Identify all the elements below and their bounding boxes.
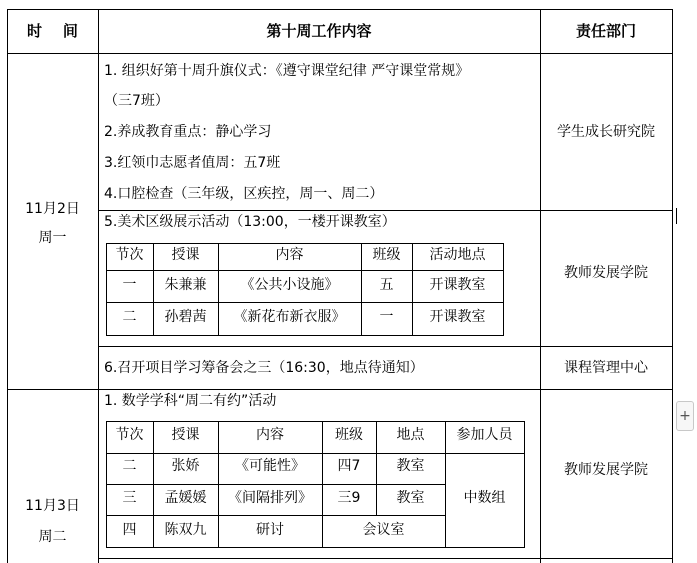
day1-item-2: 2.养成教育重点：静心学习	[104, 124, 272, 140]
day1-item-3: 3.红领巾志愿者值周：五7班	[104, 155, 281, 171]
day1-item-1-cont: （三7班）	[104, 93, 169, 109]
art-cell: 开课教室	[429, 277, 486, 293]
subtable-line	[106, 270, 504, 271]
art-cell: 五	[379, 277, 394, 293]
math-cell: 三	[122, 490, 137, 506]
subtable-line	[106, 453, 525, 454]
header-dept: 责任部门	[575, 22, 636, 40]
art-cell: 一	[122, 277, 137, 293]
add-row-button[interactable]: +	[676, 401, 694, 431]
math-cell: 教室	[396, 490, 425, 506]
day2-date: 11月3日	[25, 498, 80, 514]
grid-line	[540, 9, 541, 563]
math-attendees: 中数组	[463, 490, 506, 506]
math-cell: 孟媛媛	[164, 490, 207, 506]
subtable-line	[106, 547, 525, 548]
art-th-period: 节次	[115, 247, 144, 263]
grid-line	[98, 346, 673, 347]
art-cell: 朱兼兼	[164, 277, 207, 293]
art-cell: 开课教室	[429, 309, 486, 325]
header-time: 时 间	[27, 22, 78, 40]
art-cell: 一	[379, 309, 394, 325]
day1-item-6: 6.召开项目学习筹备会之三（16:30，地点待通知）	[104, 360, 424, 376]
day1-date: 11月2日	[25, 201, 80, 217]
math-cell: 研讨	[256, 522, 284, 538]
math-cell: 三9	[337, 490, 361, 506]
math-th-place: 地点	[396, 427, 425, 443]
math-cell: 四	[122, 522, 137, 538]
subtable-line	[106, 421, 525, 422]
subtable-line	[524, 421, 525, 548]
math-th-class: 班级	[335, 427, 363, 443]
text-cursor	[676, 208, 677, 224]
grid-line	[7, 9, 673, 10]
math-cell: 张娇	[171, 458, 200, 474]
subtable-line	[106, 484, 446, 485]
math-cell: 《间隔排列》	[228, 490, 312, 506]
art-cell: 《新花布新衣服》	[233, 309, 346, 325]
math-th-attendees: 参加人员	[456, 427, 513, 443]
day2-item-1: 1. 数学学科“周二有约”活动	[104, 393, 277, 409]
day1-item-4: 4.口腔检查（三年级，区疾控，周一、周二）	[104, 186, 384, 202]
math-th-teacher: 授课	[171, 427, 200, 443]
art-th-content: 内容	[275, 247, 304, 263]
art-cell: 孙碧茜	[164, 309, 207, 325]
art-cell: 二	[122, 309, 137, 325]
math-th-period: 节次	[115, 427, 144, 443]
day2-weekday: 周二	[38, 529, 67, 545]
art-th-class: 班级	[372, 247, 401, 263]
math-th-content: 内容	[256, 427, 284, 443]
day1-item-5: 5.美术区级展示活动（13:00，一楼开课教室）	[104, 214, 396, 230]
math-cell: 教室	[396, 458, 425, 474]
math-cell: 陈双九	[164, 522, 207, 538]
grid-line	[98, 558, 673, 559]
art-th-teacher: 授课	[171, 247, 200, 263]
subtable-line	[106, 302, 504, 303]
math-cell: 四7	[337, 458, 361, 474]
art-cell: 《公共小设施》	[240, 277, 339, 293]
subtable-line	[503, 243, 504, 336]
day1-item-1: 1. 组织好第十周升旗仪式：《遵守课堂纪律 严守课堂常规》	[104, 63, 470, 79]
grid-line	[7, 389, 673, 390]
math-cell: 会议室	[362, 522, 405, 538]
day1-dept-2: 教师发展学院	[564, 265, 648, 281]
day2-dept: 教师发展学院	[564, 462, 648, 478]
grid-line	[672, 9, 673, 563]
day1-dept-1: 学生成长研究院	[557, 124, 655, 140]
grid-line	[98, 9, 99, 563]
subtable-line	[106, 243, 504, 244]
math-cell: 二	[122, 458, 137, 474]
grid-line	[7, 53, 673, 54]
header-content: 第十周工作内容	[266, 22, 372, 40]
day1-weekday: 周一	[38, 230, 67, 246]
art-th-place: 活动地点	[429, 247, 486, 263]
math-cell: 《可能性》	[235, 458, 305, 474]
day1-dept-3: 课程管理中心	[564, 360, 648, 376]
grid-line	[7, 9, 8, 563]
grid-line	[98, 210, 673, 211]
subtable-line	[106, 335, 504, 336]
subtable-line	[106, 515, 446, 516]
